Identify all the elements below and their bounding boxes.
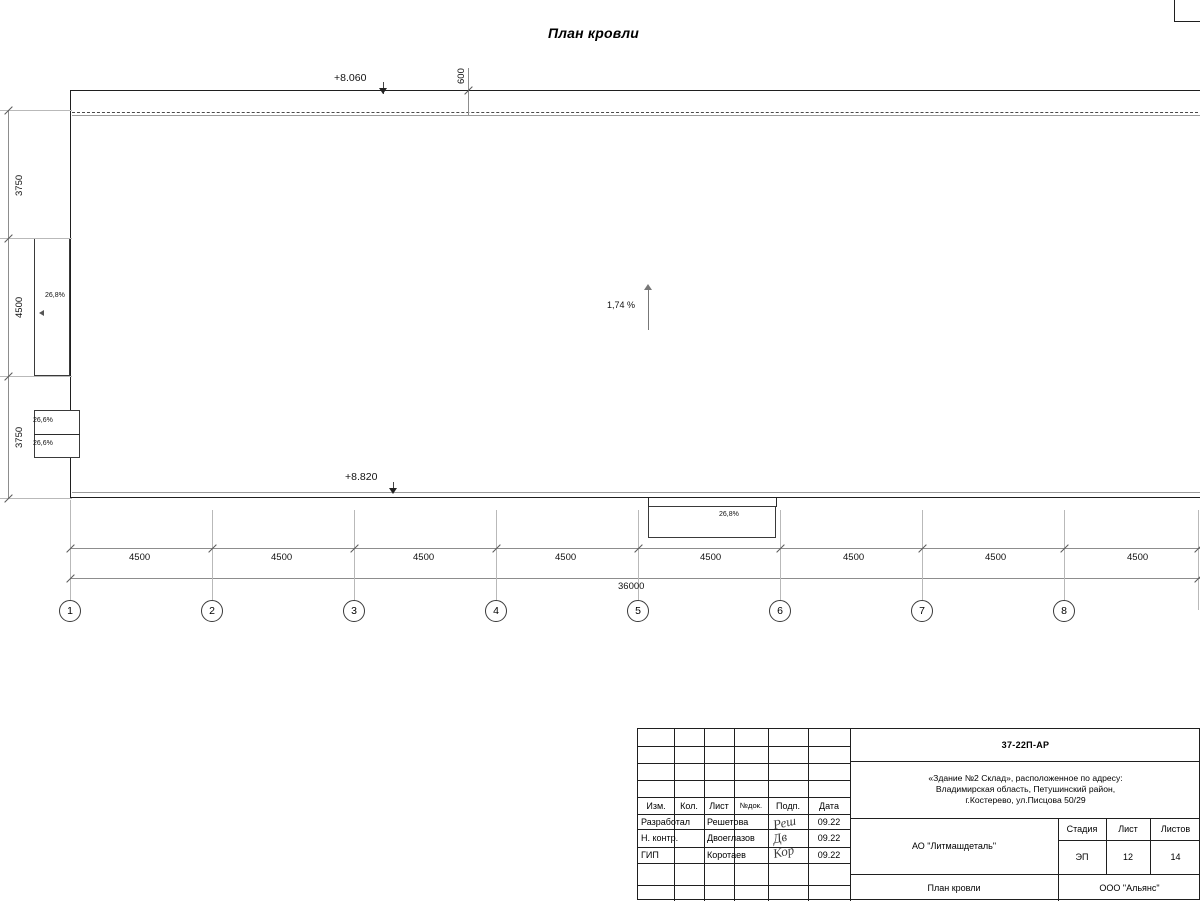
role-label-0: Разработал xyxy=(641,816,690,827)
left-dim-label-0: 3750 xyxy=(14,174,25,196)
rev-header-5: Дата xyxy=(819,800,839,811)
stage-header-2: Листов xyxy=(1160,824,1191,834)
bottom-dim-label-2: 4500 xyxy=(413,552,435,563)
axis-bubble-5: 5 xyxy=(627,600,649,622)
designer-name: ООО "Альянс" xyxy=(1099,882,1160,893)
axis-ext-5 xyxy=(638,510,639,610)
axis-bubble-1: 1 xyxy=(59,600,81,622)
roof-equipment-box-bottom-connector-right xyxy=(776,498,777,507)
rev-grid-rule-8 xyxy=(638,863,850,864)
axis-ext-4 xyxy=(496,510,497,610)
stage-value-0: ЭП xyxy=(1075,852,1089,862)
level-mark-1-arrow xyxy=(389,488,397,494)
rev-grid-rule-1 xyxy=(638,746,850,747)
stage-value-1: 12 xyxy=(1122,852,1133,862)
bottom-dim-label-7: 4500 xyxy=(1127,552,1149,563)
roof-equipment-box-bottom xyxy=(648,506,776,538)
date-label-1: 09.22 xyxy=(817,833,841,843)
left-dim-chain-line xyxy=(8,110,9,498)
role-label-2: ГИП xyxy=(641,850,659,860)
stage-header-0: Стадия xyxy=(1066,824,1098,834)
name-label-0: Решетова xyxy=(707,816,749,827)
roof-equipment-box-left-lower-divider xyxy=(34,434,80,435)
title-block xyxy=(637,728,1200,900)
level-mark-0: +8.060 xyxy=(334,72,367,84)
date-label-0: 09.22 xyxy=(817,816,841,827)
axis-ext-7 xyxy=(922,510,923,610)
name-label-1: Двоеглазов xyxy=(707,833,755,843)
bottom-dim-label-1: 4500 xyxy=(271,552,293,563)
plan-title: План кровли xyxy=(548,25,640,41)
slope-mark-0: 26,8% xyxy=(45,292,65,299)
axis-bubble-7: 7 xyxy=(911,600,933,622)
axis-bubble-3: 3 xyxy=(343,600,365,622)
left-dim-ext-0 xyxy=(0,110,72,111)
rev-grid-col-4 xyxy=(768,729,769,901)
slope-main-label: 1,74 % xyxy=(607,300,636,310)
signature-0: Реш xyxy=(771,812,798,833)
sheet-frame-corner xyxy=(1174,0,1200,22)
overall-dim-line xyxy=(70,578,1200,579)
bottom-dim-label-3: 4500 xyxy=(555,552,577,563)
axis-ext-8 xyxy=(1064,510,1065,610)
stage-value-2: 14 xyxy=(1170,852,1181,862)
axis-bubble-8: 8 xyxy=(1053,600,1075,622)
roof-outline xyxy=(70,90,1200,498)
rev-grid-rule-9 xyxy=(638,885,850,886)
axis-ext-6 xyxy=(780,510,781,610)
axis-ext-2 xyxy=(212,510,213,610)
object-line-0: «Здание №2 Склад», расположенное по адресу: xyxy=(928,773,1123,783)
slope-mark-2: 26,6% xyxy=(33,440,53,447)
overall-dim-label: 36000 xyxy=(618,581,645,592)
customer-name: АО "Литмашдеталь" xyxy=(911,841,997,851)
level-mark-0-arrow xyxy=(379,88,387,94)
roof-ridge-dashed-line xyxy=(72,112,1200,113)
axis-ext-9 xyxy=(1198,510,1199,610)
roof-equipment-box-bottom-connector-left xyxy=(648,498,649,507)
date-label-2: 09.22 xyxy=(817,850,841,860)
axis-ext-1 xyxy=(70,500,71,610)
roof-ridge-line xyxy=(72,115,1200,116)
stamp-code: 37-22П-АР xyxy=(1001,740,1050,750)
slope-mark-1: 26,6% xyxy=(33,417,53,424)
rev-header-4: Подп. xyxy=(776,800,800,811)
name-label-2: Коротаев xyxy=(707,850,746,860)
slope-mark-3: 26,8% xyxy=(719,511,739,518)
rev-header-1: Кол. xyxy=(680,800,698,811)
rev-grid-rule-2 xyxy=(638,763,850,764)
left-dim-ext-2 xyxy=(0,376,72,377)
bottom-dim-label-5: 4500 xyxy=(843,552,865,563)
rev-header-3: №док. xyxy=(739,801,763,810)
roof-bottom-inner-line xyxy=(72,492,1200,493)
top-dim-label: 600 xyxy=(456,68,467,84)
left-dim-label-2: 3750 xyxy=(14,426,25,448)
signature-1: Дв xyxy=(771,828,789,847)
object-line-2: г.Костерево, ул.Писцова 50/29 xyxy=(965,795,1086,805)
bottom-dim-label-0: 4500 xyxy=(129,552,151,563)
rev-grid-rule-3 xyxy=(638,780,850,781)
rev-header-0: Изм. xyxy=(646,800,666,811)
level-mark-1: +8.820 xyxy=(345,471,378,483)
left-dim-ext-3 xyxy=(0,498,72,499)
role-label-1: Н. контр. xyxy=(641,833,679,843)
signature-2: Кор xyxy=(771,841,796,862)
object-line-1: Владимирская область, Петушинский район, xyxy=(935,784,1116,794)
axis-bubble-2: 2 xyxy=(201,600,223,622)
slope-arrow-shaft xyxy=(648,290,649,330)
stage-header-1: Лист xyxy=(1118,824,1138,834)
roof-equipment-box-left-upper xyxy=(34,238,70,376)
object-description xyxy=(850,761,1200,818)
slope-mark-0-arrow xyxy=(39,310,44,316)
bottom-dim-label-6: 4500 xyxy=(985,552,1007,563)
bottom-dim-label-4: 4500 xyxy=(700,552,722,563)
sheet-title: План кровли xyxy=(927,882,981,893)
slope-arrow-head xyxy=(644,284,652,290)
axis-bubble-4: 4 xyxy=(485,600,507,622)
axis-bubble-6: 6 xyxy=(769,600,791,622)
bottom-dim-chain-line xyxy=(70,548,1200,549)
left-dim-ext-1 xyxy=(0,238,72,239)
axis-ext-3 xyxy=(354,510,355,610)
rev-header-2: Лист xyxy=(709,800,729,811)
left-dim-label-1: 4500 xyxy=(14,296,25,318)
